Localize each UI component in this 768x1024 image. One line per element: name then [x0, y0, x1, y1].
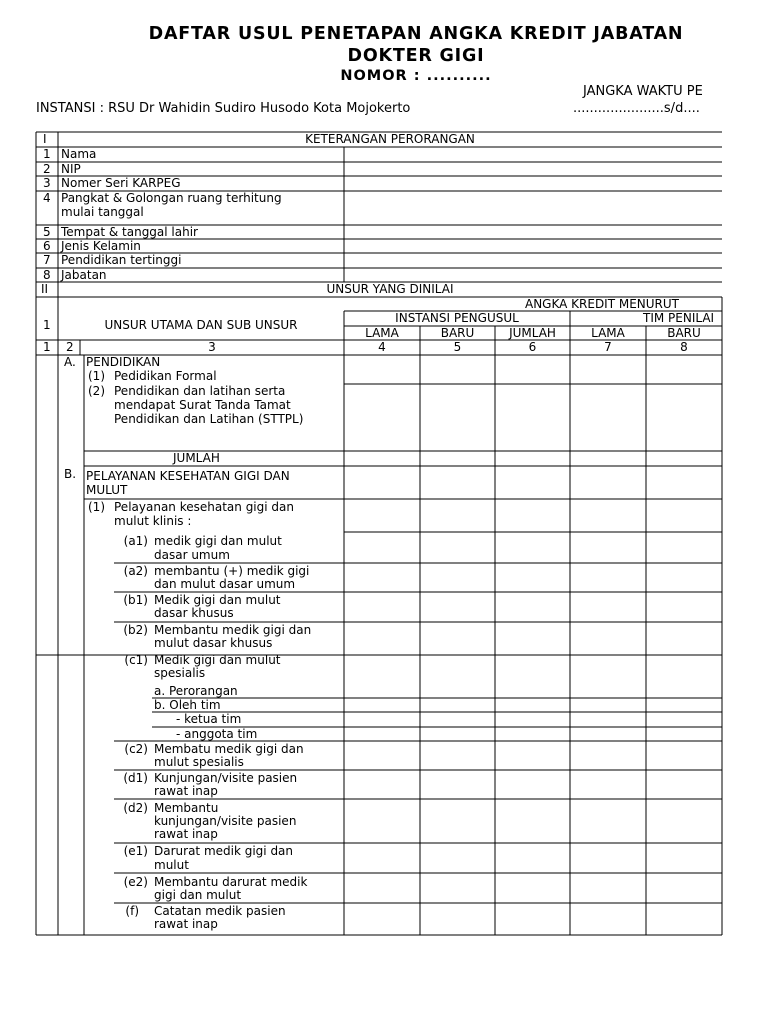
code-e2: (e2) [123, 875, 148, 889]
item-a2-no: (2) [88, 384, 105, 398]
item-a2c-line1: membantu (+) medik gigi [154, 564, 310, 578]
col-number-5: 5 [453, 340, 462, 354]
section-i-roman: I [43, 132, 47, 146]
item-letter-a: A. [64, 355, 76, 369]
item-c1-ketua-tim: - ketua tim [176, 712, 242, 726]
field-label-pendidikan: Pendidikan tertinggi [61, 253, 182, 267]
row-no-2: 2 [43, 162, 51, 176]
item-e1-line1: Darurat medik gigi dan [154, 844, 294, 858]
code-a1: (a1) [123, 534, 148, 548]
code-a2: (a2) [123, 564, 148, 578]
instansi-label: INSTANSI : RSU Dr Wahidin Sudiro Husodo Kota Mojokerto [36, 101, 411, 116]
row-no-1: 1 [43, 147, 51, 161]
item-c1-oleh-tim: b. Oleh tim [154, 698, 221, 712]
field-label-nip: NIP [61, 162, 81, 176]
field-label-jabatan: Jabatan [61, 268, 107, 282]
section-i-title: KETERANGAN PERORANGAN [305, 132, 475, 146]
tim-penilai-header: TIM PENILAI [643, 311, 715, 325]
item-c1-anggota-tim: - anggota tim [176, 727, 258, 741]
item-d2-line2: kunjungan/visite pasien [154, 814, 297, 828]
item-d2-line3: rawat inap [154, 827, 218, 841]
row-no-6: 6 [43, 239, 51, 253]
unsur-header: UNSUR UTAMA DAN SUB UNSUR [104, 318, 298, 332]
item-e2-line2: gigi dan mulut [154, 888, 242, 902]
col-number-7: 7 [604, 340, 612, 354]
item-e2-line1: Membantu darurat medik [154, 875, 308, 889]
item-b2c-line1: Membantu medik gigi dan [154, 623, 312, 637]
code-e1: (e1) [123, 844, 148, 858]
col-number-6: 6 [528, 340, 537, 354]
item-a1-no: (1) [88, 369, 105, 383]
code-b1: (b1) [123, 593, 148, 607]
row-no-5: 5 [43, 225, 51, 239]
item-pendidikan-formal: Pedidikan Formal [114, 369, 217, 383]
col-jumlah-pengusul: JUMLAH [509, 326, 556, 340]
periode-field: ......................s/d.... [573, 101, 700, 116]
field-label-nama: Nama [61, 147, 97, 161]
item-c2-line2: mulut spesialis [154, 755, 244, 769]
field-label-jenis-kelamin: Jenis Kelamin [61, 239, 141, 253]
col-no-header: 1 [43, 318, 51, 332]
row-no-4: 4 [43, 191, 51, 205]
col-lama-pengusul: LAMA [365, 326, 399, 340]
section-ii-roman: II [41, 282, 49, 296]
item-f-line2: rawat inap [154, 917, 218, 931]
item-f-line1: Catatan medik pasien [154, 904, 286, 918]
form-nomor: NOMOR : .......... [340, 68, 492, 84]
item-b1c-line2: dasar khusus [154, 606, 234, 620]
row-no-8: 8 [43, 268, 51, 282]
item-c2-line1: Membatu medik gigi dan [154, 742, 304, 756]
col-number-1: 1 [43, 340, 51, 354]
item-pelayanan-line2: MULUT [86, 483, 128, 497]
item-pelayanan-line1: PELAYANAN KESEHATAN GIGI DAN [86, 469, 290, 483]
item-letter-b: B. [64, 467, 77, 481]
code-b2: (b2) [123, 623, 148, 637]
col-baru-pengusul: BARU [440, 326, 475, 340]
col-number-8: 8 [680, 340, 688, 354]
col-number-4: 4 [378, 340, 386, 354]
field-label-pangkat: Pangkat & Golongan ruang terhitung [61, 191, 282, 205]
item-jumlah: JUMLAH [173, 451, 220, 465]
item-b2c-line2: mulut dasar khusus [154, 636, 273, 650]
form-title-line2: DOKTER GIGI [347, 46, 485, 66]
item-diklat-line1: Pendidikan dan latihan serta [114, 384, 286, 398]
code-c2: (c2) [124, 742, 148, 756]
item-pendidikan: PENDIDIKAN [86, 355, 161, 369]
item-diklat-line3: Pendidikan dan Latihan (STTPL) [114, 412, 304, 426]
code-f: (f) [125, 904, 139, 918]
item-a1c-line1: medik gigi dan mulut [154, 534, 282, 548]
code-d1: (d1) [123, 771, 148, 785]
item-d2-line1: Membantu [154, 801, 219, 815]
code-c1: (c1) [124, 653, 148, 667]
item-e1-line2: mulut [154, 858, 189, 872]
row-no-7: 7 [43, 253, 51, 267]
section-ii-title: UNSUR YANG DINILAI [326, 282, 454, 296]
instansi-pengusul-header: INSTANSI PENGUSUL [395, 311, 519, 325]
jangka-waktu-label: JANGKA WAKTU PE [583, 84, 703, 99]
item-diklat-line2: mendapat Surat Tanda Tamat [114, 398, 291, 412]
item-a2c-line2: dan mulut dasar umum [154, 577, 296, 591]
col-baru-penilai: BARU [667, 326, 701, 340]
field-label-ttl: Tempat & tanggal lahir [61, 225, 198, 239]
item-d1-line1: Kunjungan/visite pasien [154, 771, 298, 785]
row-no-3: 3 [43, 176, 51, 190]
item-a1c-line2: dasar umum [154, 548, 230, 562]
item-c1-perorangan: a. Perorangan [154, 684, 238, 698]
col-number-3: 3 [208, 340, 216, 354]
item-b1-no: (1) [88, 500, 105, 514]
col-lama-penilai: LAMA [591, 326, 625, 340]
form-title: DAFTAR USUL PENETAPAN ANGKA KREDIT JABATAN [148, 24, 684, 44]
item-klinis-line1: Pelayanan kesehatan gigi dan [114, 500, 294, 514]
item-b1c-line1: Medik gigi dan mulut [154, 593, 281, 607]
code-d2: (d2) [123, 801, 148, 815]
item-c1-line2: spesialis [154, 666, 206, 680]
item-d1-line2: rawat inap [154, 784, 218, 798]
field-label-karpeg: Nomer Seri KARPEG [61, 176, 181, 190]
item-c1-line1: Medik gigi dan mulut [154, 653, 281, 667]
item-klinis-line2: mulut klinis : [114, 514, 192, 528]
angka-kredit-header: ANGKA KREDIT MENURUT [524, 297, 680, 311]
col-number-2: 2 [66, 340, 74, 354]
field-label-pangkat-line2: mulai tanggal [61, 205, 144, 219]
